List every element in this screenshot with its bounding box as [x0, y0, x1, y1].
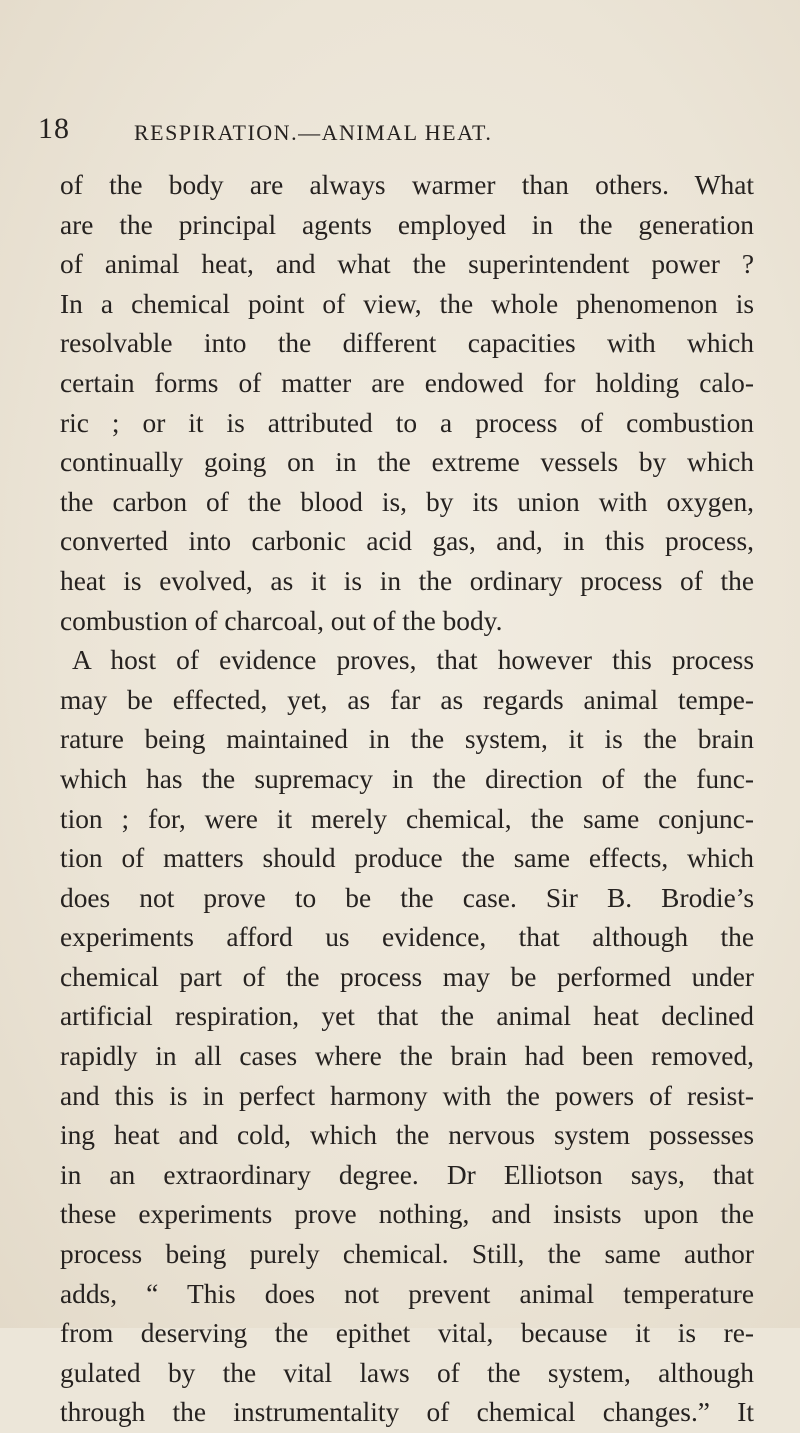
text-line: the carbon of the blood is, by its union with oxygen,: [60, 486, 754, 517]
text-line: A host of evidence proves, that however this process: [72, 645, 754, 676]
text-line: tion ; for, were it merely chemical, the same conjunc-: [60, 803, 754, 834]
text-line: ric ; or it is attributed to a process of combustion: [60, 407, 754, 438]
text-line: heat is evolved, as it is in the ordinary process of the: [60, 565, 754, 596]
text-line: resolvable into the different capacities with which: [60, 328, 754, 359]
text-line: in an extraordinary degree. Dr Elliotson says, that: [60, 1159, 754, 1190]
text-line: from deserving the epithet vital, because it is re-: [60, 1318, 754, 1349]
running-title: RESPIRATION.—ANIMAL HEAT.: [134, 120, 493, 145]
text-line: does not prove to be the case. Sir B. Brodie’s: [60, 882, 754, 913]
text-line: and this is in perfect harmony with the powers of resist-: [60, 1080, 754, 1111]
text-line: of the body are always warmer than others. What: [60, 170, 754, 200]
text-line: converted into carbonic acid gas, and, in this process,: [60, 526, 754, 557]
text-line: process being purely chemical. Still, the same author: [60, 1239, 754, 1270]
text-line: gulated by the vital laws of the system, although: [60, 1357, 754, 1388]
running-head: [38, 112, 758, 152]
text-line: which has the supremacy in the direction of the func-: [60, 763, 754, 794]
text-line: are the principal agents employed in the generation: [60, 209, 754, 240]
text-line: combustion of charcoal, out of the body.: [60, 605, 503, 636]
text-line: rature being maintained in the system, it is the brain: [60, 724, 754, 755]
text-line: continually going on in the extreme vessels by which: [60, 447, 754, 478]
page-number: 18: [38, 112, 70, 145]
text-line: adds, “ This does not prevent animal temperature: [60, 1278, 754, 1309]
text-line: ing heat and cold, which the nervous system possesses: [60, 1120, 754, 1151]
text-line: rapidly in all cases where the brain had been removed,: [60, 1041, 754, 1072]
text-line: through the instrumentality of chemical changes.” It: [60, 1397, 754, 1428]
text-line: may be effected, yet, as far as regards animal tempe-: [60, 684, 754, 715]
body-text: [60, 166, 754, 1433]
text-line: these experiments prove nothing, and insists upon the: [60, 1199, 754, 1230]
text-line: experiments afford us evidence, that although the: [60, 922, 754, 953]
text-line: tion of matters should produce the same effects, which: [60, 843, 754, 874]
text-line: certain forms of matter are endowed for holding calo-: [60, 367, 754, 398]
text-line: In a chemical point of view, the whole phenomenon is: [60, 288, 754, 319]
text-line: artificial respiration, yet that the animal heat declined: [60, 1001, 754, 1032]
text-line: chemical part of the process may be performed under: [60, 961, 754, 992]
text-line: of animal heat, and what the superintendent power ?: [60, 249, 754, 280]
